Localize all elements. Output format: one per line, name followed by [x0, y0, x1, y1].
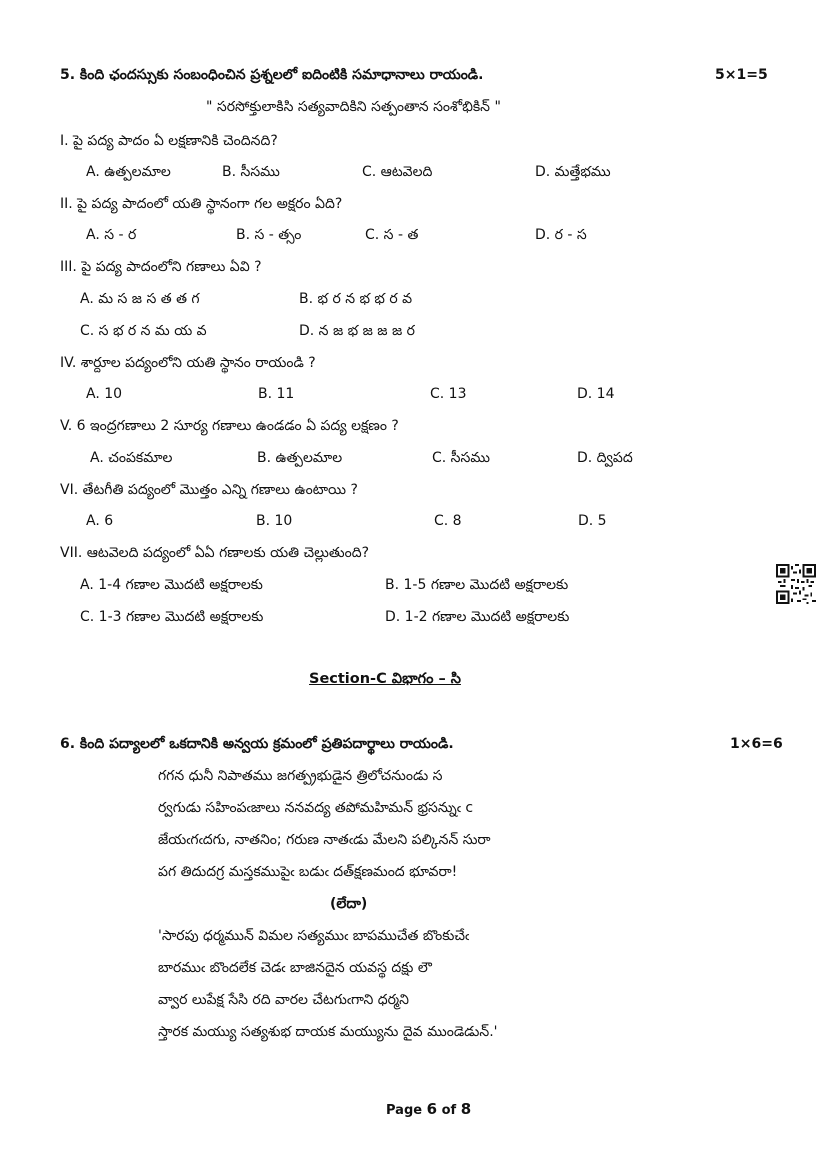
- qr-code-icon: [776, 564, 816, 604]
- q5-q5-option-c: C. సీసము: [432, 450, 490, 466]
- q5-q2-option-d: D. ర - స: [535, 227, 587, 243]
- q5-q1-option-b: B. సీసము: [222, 164, 280, 180]
- q5-question-5: V. 6 ఇంద్రగణాలు 2 సూర్య గణాలు ఉండడం ఏ పద్య లక్షణం ?: [60, 418, 399, 434]
- q5-q4-option-b: B. 11: [258, 386, 295, 402]
- q5-q3-option-d: D. న జ భ జ జ జ ర: [299, 323, 415, 339]
- q6-title: 6. కింది పద్యాలలో ఒకదానికి అన్వయ క్రమంలో ప్రతిపదార్థాలు రాయండి.: [60, 736, 454, 752]
- q6-poem1-line: జేయఁగఁదగు, నాతనిం; గరుణ నాతఁడు మేలని పల్కినన్ సురా: [158, 832, 491, 848]
- q6-poem1-line: గగన ధునీ నిపాతము జగత్ప్రభుడైన త్రిలోచనుండు స: [158, 768, 443, 784]
- page-total: 8: [460, 1100, 472, 1118]
- q5-q6-option-a: A. 6: [86, 513, 114, 529]
- q5-q7-option-b: B. 1-5 గణాల మొదటి అక్షరాలకు: [385, 577, 569, 593]
- q5-q5-option-a: A. చంపకమాల: [90, 450, 173, 466]
- q5-q4-option-a: A. 10: [86, 386, 123, 402]
- q5-question-6: VI. తేటగీతి పద్యంలో మొత్తం ఎన్ని గణాలు ఉంటాయి ?: [60, 482, 358, 498]
- q5-q2-option-a: A. స - ర: [86, 227, 137, 243]
- q5-q3-option-a: A. మ స జ స త త గ: [80, 291, 200, 307]
- q5-q1-option-c: C. ఆటవెలది: [362, 164, 433, 180]
- of-word: of: [441, 1103, 457, 1118]
- q5-q2-option-b: B. స - త్సం: [236, 227, 302, 243]
- q5-q6-option-d: D. 5: [578, 513, 607, 529]
- q5-q2-option-c: C. స - త: [365, 227, 419, 243]
- q5-q7-option-c: C. 1-3 గణాల మొదటి అక్షరాలకు: [80, 609, 264, 625]
- q5-q7-option-d: D. 1-2 గణాల మొదటి అక్షరాలకు: [385, 609, 570, 625]
- q5-question-1: I. పై పద్య పాదం ఏ లక్షణానికి చెందినది?: [60, 133, 278, 149]
- q5-q4-option-c: C. 13: [430, 386, 467, 402]
- q5-q7-option-a: A. 1-4 గణాల మొదటి అక్షరాలకు: [80, 577, 263, 593]
- q5-question-3: III. పై పద్య పాదంలోని గణాలు ఏవి ?: [60, 259, 262, 275]
- q5-q5-option-b: B. ఉత్పలమాల: [257, 450, 343, 466]
- q5-q3-option-c: C. స భ ర న మ య వ: [80, 323, 207, 339]
- q6-poem2-line: స్తారక మయ్యు సత్యశుభ దాయక మయ్యును దైవ ముండెడున్.': [158, 1024, 498, 1040]
- q6-or-label: (లేదా): [330, 896, 368, 912]
- q5-q1-option-d: D. మత్తేభము: [535, 164, 611, 180]
- q5-marks: 5×1=5: [715, 67, 768, 83]
- q6-poem2-line: 'సారపు ధర్మమున్ విమల సత్యముఁ బాపముచేత బొంకుచేఁ: [158, 928, 470, 944]
- q5-given-line: " సరసోక్తులాకిసి సత్యవాదికిని సత్పంతాన సంశోభికిన్ ": [206, 99, 501, 115]
- page-footer: [386, 1100, 471, 1118]
- page-word: Page: [386, 1103, 423, 1118]
- q5-question-2: II. పై పద్య పాదంలో యతి స్థానంగా గల అక్షరం ఏది?: [60, 196, 343, 212]
- q5-q3-option-b: B. భ ర న భ భ ర వ: [299, 291, 413, 307]
- section-c-heading: Section-C విభాగం – సి: [309, 671, 461, 687]
- q6-poem2-line: వ్వార లుపేక్ష సేసి రది వారల చేటగుఁగాని ధర్మని: [158, 992, 409, 1008]
- q5-title: 5. కింది ఛందస్సుకు సంబంధించిన ప్రశ్నలలో ఐదింటికి సమాధానాలు రాయండి.: [60, 67, 484, 83]
- q5-q1-option-a: A. ఉత్పలమాల: [86, 164, 171, 180]
- q6-poem2-line: బారముఁ బొందలేక చెడఁ బాజినదైన యవస్థ దక్షు లౌ: [158, 960, 432, 976]
- q5-q6-option-c: C. 8: [434, 513, 462, 529]
- q6-poem1-line: ర్వగుడు సహింపఁజాలు ననవద్య తపోమహిమన్ భ్రసన్నుఁ c: [158, 800, 474, 816]
- q5-question-7: VII. ఆటవెలది పద్యంలో ఏఏ గణాలకు యతి చెల్లుతుంది?: [60, 545, 370, 561]
- page-number: 6: [426, 1100, 438, 1118]
- q5-q6-option-b: B. 10: [256, 513, 293, 529]
- q6-poem1-line: పగ తిదుదగ్ర మస్తకముపైఁ బడుఁ దత్‌క్షణమంద భూవరా!: [158, 864, 458, 880]
- q5-q5-option-d: D. ద్విపద: [577, 450, 633, 466]
- q6-marks: 1×6=6: [730, 736, 783, 752]
- q5-q4-option-d: D. 14: [577, 386, 615, 402]
- q5-question-4: IV. శార్దూల పద్యంలోని యతి స్థానం రాయండి ?: [60, 355, 316, 371]
